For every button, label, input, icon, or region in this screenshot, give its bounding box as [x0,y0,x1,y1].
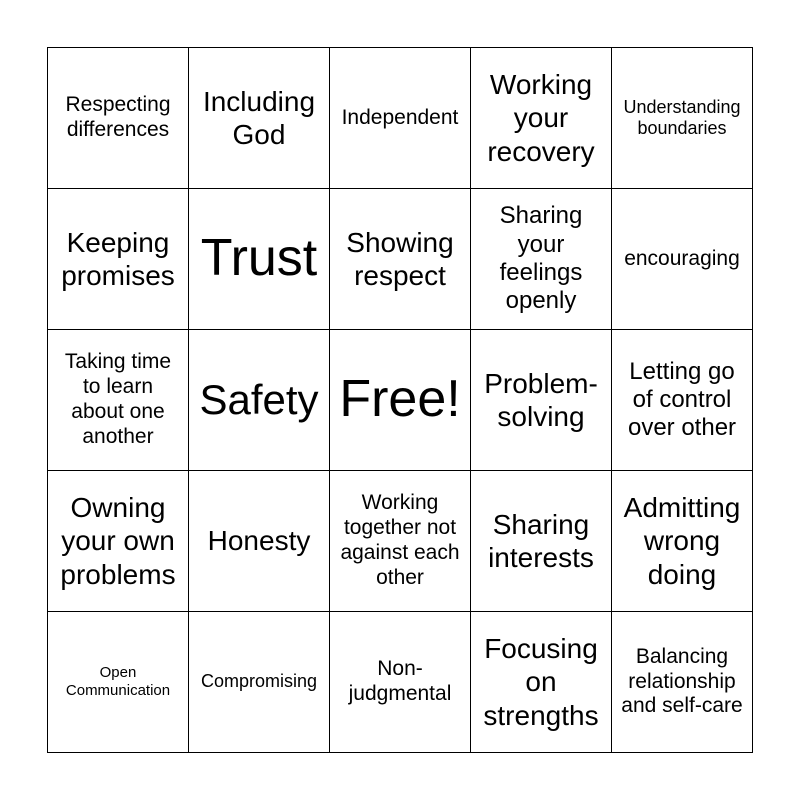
cell-label: Working together not against each other [340,491,460,589]
bingo-board [47,47,753,753]
cell-label: Owning your own problems [60,492,176,590]
bingo-cell[interactable] [189,612,330,753]
cell-label: Showing respect [346,226,454,291]
bingo-cell[interactable] [189,189,330,330]
bingo-cell[interactable] [189,48,330,189]
bingo-cell[interactable] [471,612,612,753]
free-space[interactable] [330,330,471,471]
bingo-cell[interactable] [48,471,189,612]
bingo-cell[interactable] [612,189,753,330]
cell-label: Sharing your feelings openly [499,202,583,315]
cell-label: Non-judgmental [348,657,452,705]
cell-label: Compromising [200,671,318,692]
cell-label: Sharing interests [488,508,594,573]
bingo-cell[interactable] [612,471,753,612]
bingo-cell[interactable] [48,612,189,753]
bingo-cell[interactable] [48,189,189,330]
bingo-cell[interactable] [471,189,612,330]
cell-label: Taking time to learn about one another [64,350,172,448]
cell-label: Trust [200,229,318,288]
bingo-cell[interactable] [612,330,753,471]
cell-label: Respecting differences [65,93,171,141]
bingo-cell[interactable] [330,48,471,189]
bingo-cell[interactable] [189,330,330,471]
cell-label: Independent [341,105,459,129]
cell-label: encouraging [624,246,740,270]
bingo-cell[interactable] [330,189,471,330]
bingo-cell[interactable] [330,471,471,612]
cell-label: Keeping promises [61,226,175,291]
bingo-cell[interactable] [471,48,612,189]
bingo-cell[interactable] [330,612,471,753]
bingo-cell[interactable] [471,330,612,471]
bingo-cell[interactable] [48,330,189,471]
bingo-cell[interactable] [48,48,189,189]
cell-label: Problem-solving [484,367,598,432]
cell-label: Including God [202,85,316,150]
cell-label: Understanding boundaries [623,96,741,138]
bingo-cell[interactable] [612,612,753,753]
cell-label: Focusing on strengths [483,633,599,731]
cell-label: Open Communication [65,664,171,699]
cell-label: Working your recovery [487,69,595,167]
cell-label: Honesty [207,525,311,557]
cell-label: Safety [199,376,319,424]
cell-label: Free! [339,370,461,429]
cell-label: Balancing relationship and self-care [621,644,743,718]
cell-label: Letting go of control over other [627,357,737,442]
bingo-cell[interactable] [471,471,612,612]
bingo-cell[interactable] [189,471,330,612]
bingo-cell[interactable] [612,48,753,189]
cell-label: Admitting wrong doing [623,492,741,590]
